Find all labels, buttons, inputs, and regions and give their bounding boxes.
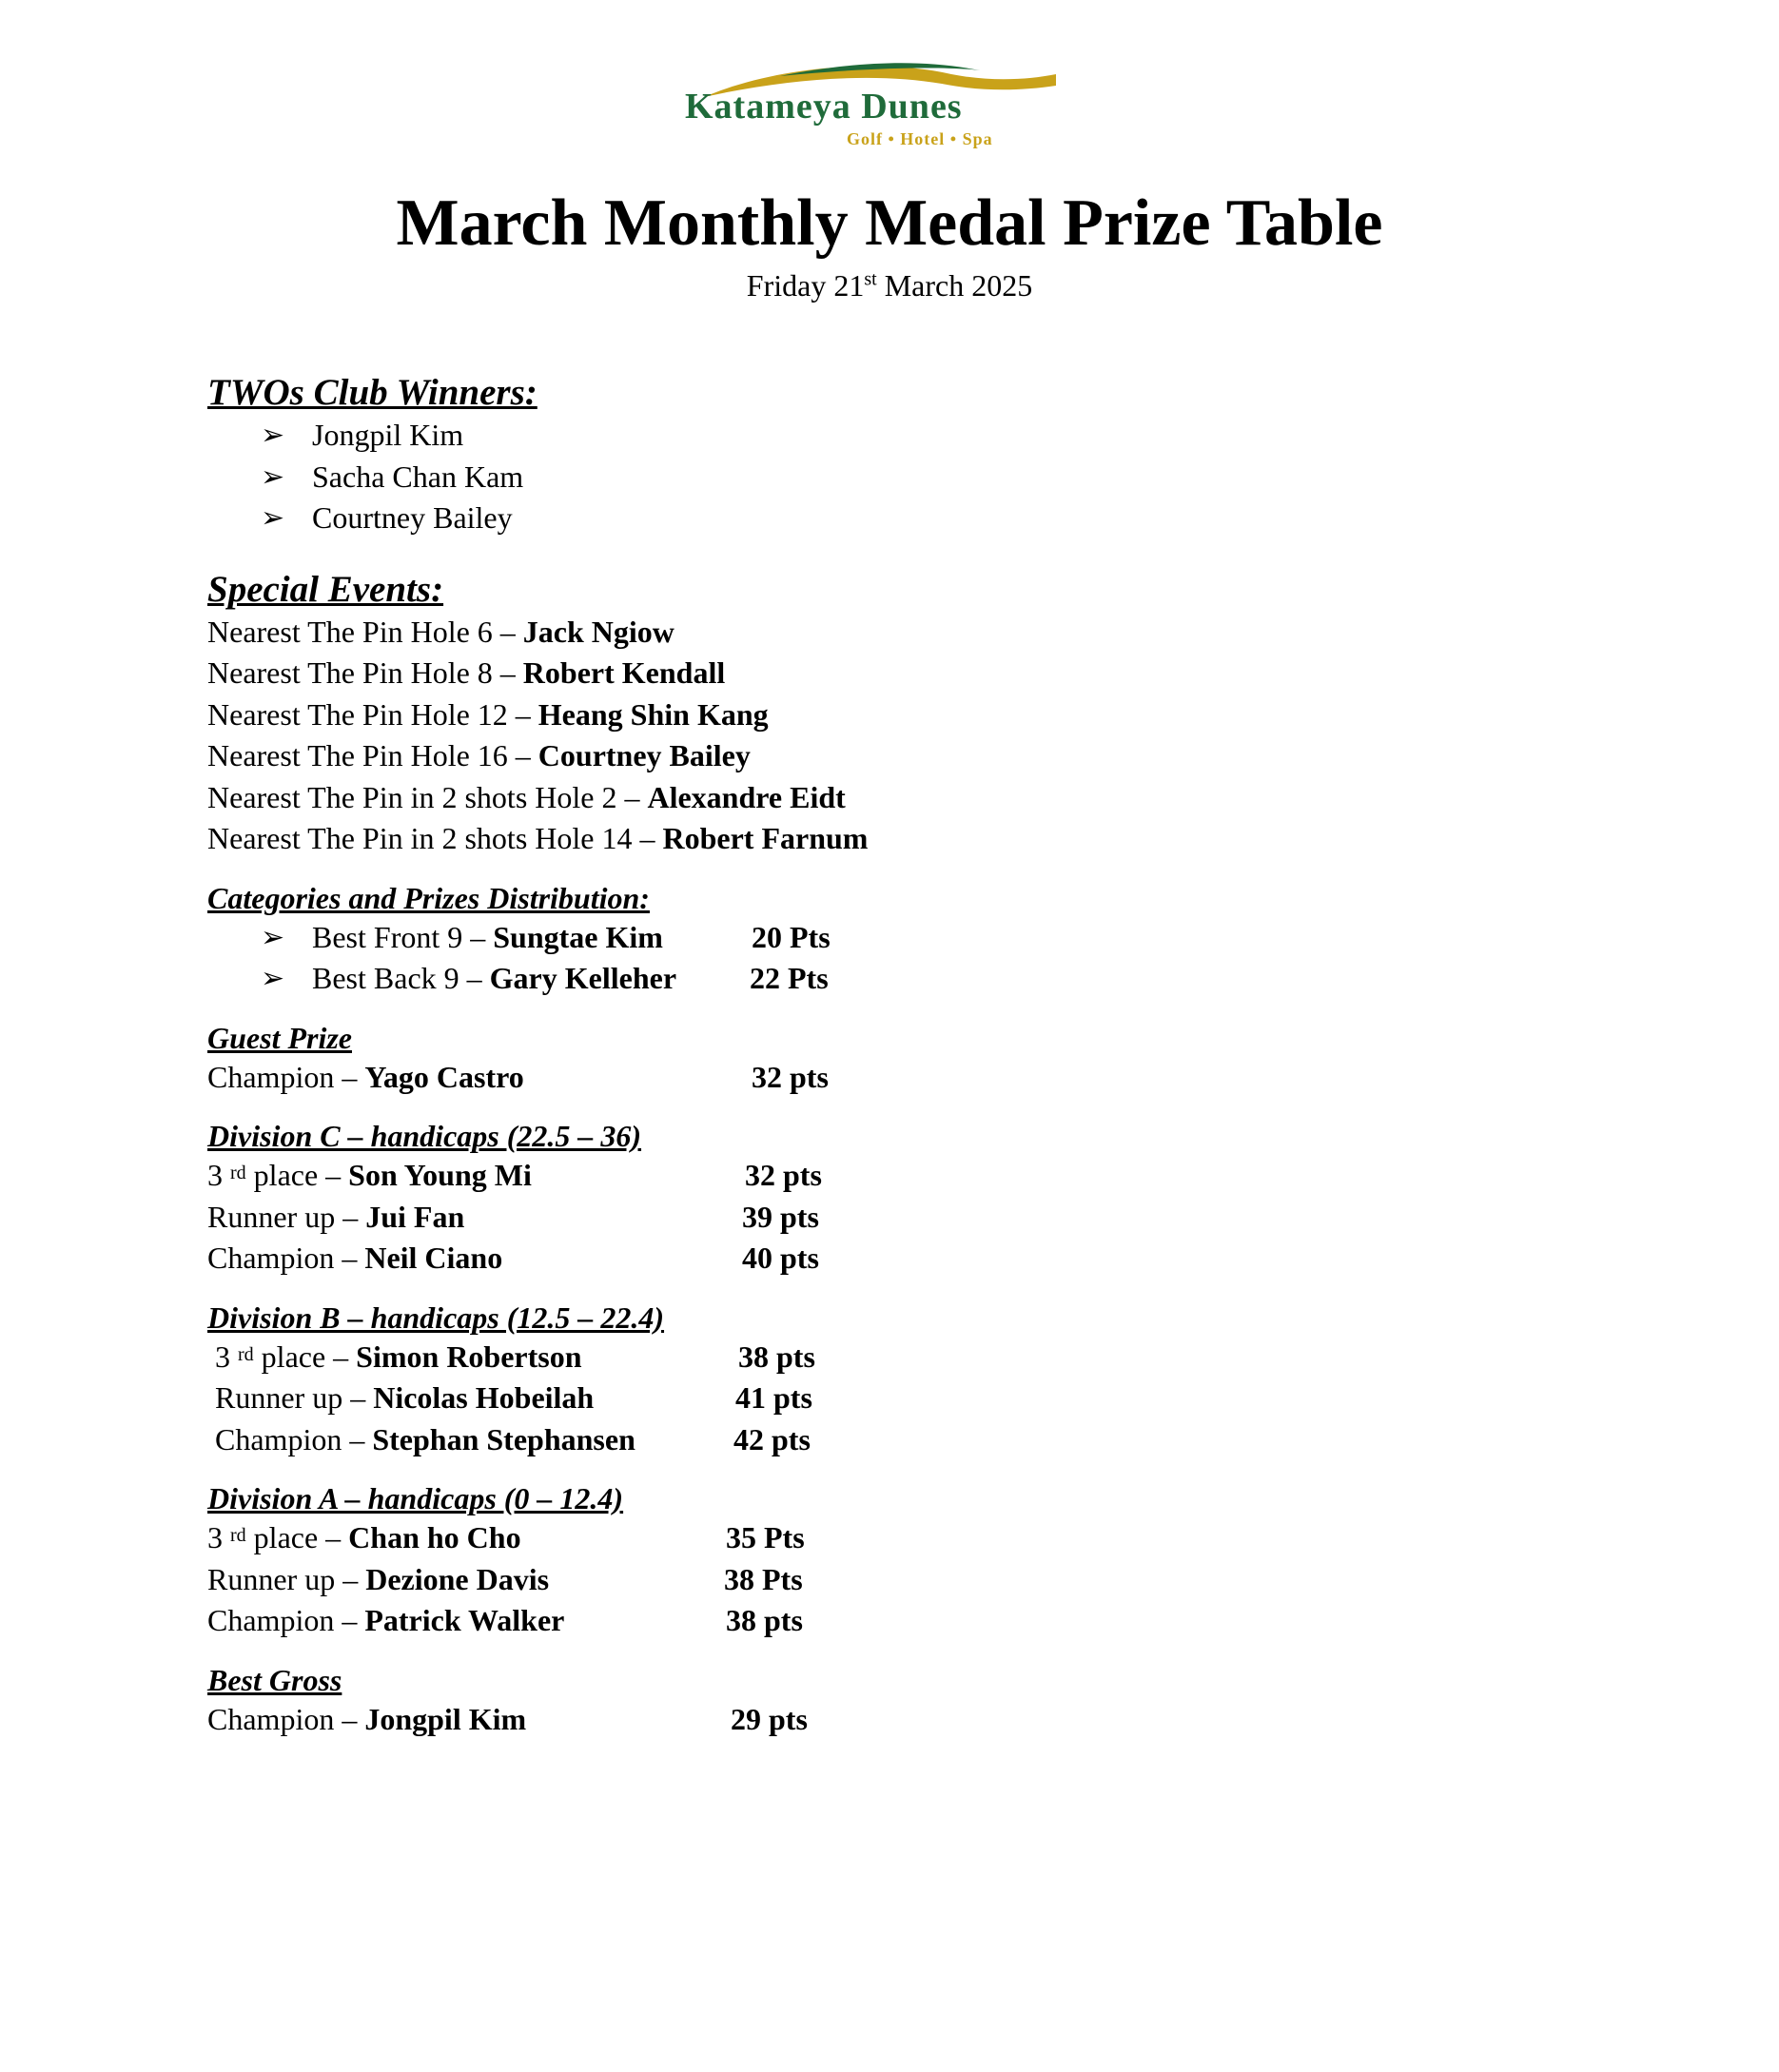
list-item: 3 $^{rd}$ place – Simon Robertson 38 pts xyxy=(207,1337,1587,1378)
twos-heading: TWOs Club Winners: xyxy=(207,372,538,413)
points-value: 42 pts xyxy=(733,1421,811,1456)
points-value: 35 Pts xyxy=(726,1520,805,1554)
arrow-bullet-icon: ➢ xyxy=(261,502,285,534)
list-item: Nearest The Pin in 2 shots Hole 2 – Alexandre Eidt xyxy=(207,779,846,814)
points-value: 40 pts xyxy=(742,1241,819,1275)
list-item: ➢ Courtney Bailey xyxy=(207,498,1587,539)
best-gross-heading: Best Gross xyxy=(207,1662,342,1697)
list-item: ➢ Jongpil Kim xyxy=(207,415,1587,457)
page-title: March Monthly Medal Prize Table xyxy=(396,186,1383,260)
list-item: Nearest The Pin Hole 12 – Heang Shin Kang xyxy=(207,696,769,732)
guest-section xyxy=(207,1019,1587,1099)
points-value: 32 pts xyxy=(745,1158,822,1192)
points-value: 38 pts xyxy=(726,1603,803,1637)
list-item: ➢ Best Back 9 – Gary Kelleher 22 Pts xyxy=(207,958,1587,1000)
list-item: Nearest The Pin in 2 shots Hole 14 – Robert Farnum xyxy=(207,821,869,855)
list-item: Champion – Stephan Stephansen 42 pts xyxy=(207,1419,1587,1461)
list-item: Nearest The Pin Hole 8 – Robert Kendall xyxy=(207,655,726,690)
logo xyxy=(666,57,1085,152)
division-b-section xyxy=(207,1299,1587,1461)
special-heading: Special Events: xyxy=(207,568,444,610)
logo-tagline: Golf • Hotel • Spa xyxy=(847,129,993,148)
points-value: 38 pts xyxy=(738,1339,815,1374)
points-value: 20 Pts xyxy=(752,919,831,954)
list-item: ➢ Sacha Chan Kam xyxy=(207,457,1587,498)
twos-section xyxy=(207,371,1587,539)
points-value: 32 pts xyxy=(752,1059,829,1094)
points-value: 38 Pts xyxy=(724,1561,803,1596)
event-date: Friday 21st March 2025 xyxy=(746,268,1033,303)
categories-heading: Categories and Prizes Distribution: xyxy=(207,880,650,915)
list-item: 3 $^{rd}$ place – Chan ho Cho 35 Pts xyxy=(207,1517,1587,1559)
special-section xyxy=(207,568,1587,860)
prize-content xyxy=(207,371,1587,1759)
list-item: Runner up – Dezione Davis 38 Pts xyxy=(207,1559,1587,1601)
division-c-heading: Division C – handicaps (22.5 – 36) xyxy=(207,1119,642,1153)
list-item: Champion – Yago Castro 32 pts xyxy=(207,1057,1587,1099)
list-item: Runner up – Nicolas Hobeilah 41 pts xyxy=(207,1378,1587,1419)
division-c-section xyxy=(207,1117,1587,1280)
points-value: 22 Pts xyxy=(750,961,829,995)
list-item: Champion – Neil Ciano 40 pts xyxy=(207,1238,1587,1280)
points-value: 39 pts xyxy=(742,1199,819,1234)
list-item: ➢ Best Front 9 – Sungtae Kim 20 Pts xyxy=(207,917,1587,959)
list-item: Runner up – Jui Fan 39 pts xyxy=(207,1197,1587,1239)
points-value: 29 pts xyxy=(731,1701,808,1736)
guest-heading: Guest Prize xyxy=(207,1020,352,1055)
arrow-bullet-icon: ➢ xyxy=(261,460,285,493)
arrow-bullet-icon: ➢ xyxy=(261,420,285,451)
arrow-bullet-icon: ➢ xyxy=(261,921,285,953)
list-item: Nearest The Pin Hole 16 – Courtney Bailey xyxy=(207,738,751,772)
list-item: 3 $^{rd}$ place – Son Young Mi 32 pts xyxy=(207,1155,1587,1197)
logo-name: Katameya Dunes xyxy=(685,87,963,127)
division-b-heading: Division B – handicaps (12.5 – 22.4) xyxy=(207,1300,665,1335)
list-item: Nearest The Pin Hole 6 – Jack Ngiow xyxy=(207,614,674,649)
points-value: 41 pts xyxy=(735,1380,812,1415)
division-a-section xyxy=(207,1479,1587,1642)
list-item: Champion – Jongpil Kim 29 pts xyxy=(207,1699,1587,1741)
list-item: Champion – Patrick Walker 38 pts xyxy=(207,1600,1587,1642)
best-gross-section xyxy=(207,1661,1587,1741)
division-a-heading: Division A – handicaps (0 – 12.4) xyxy=(207,1481,624,1515)
arrow-bullet-icon: ➢ xyxy=(261,963,285,994)
categories-section xyxy=(207,879,1587,1000)
